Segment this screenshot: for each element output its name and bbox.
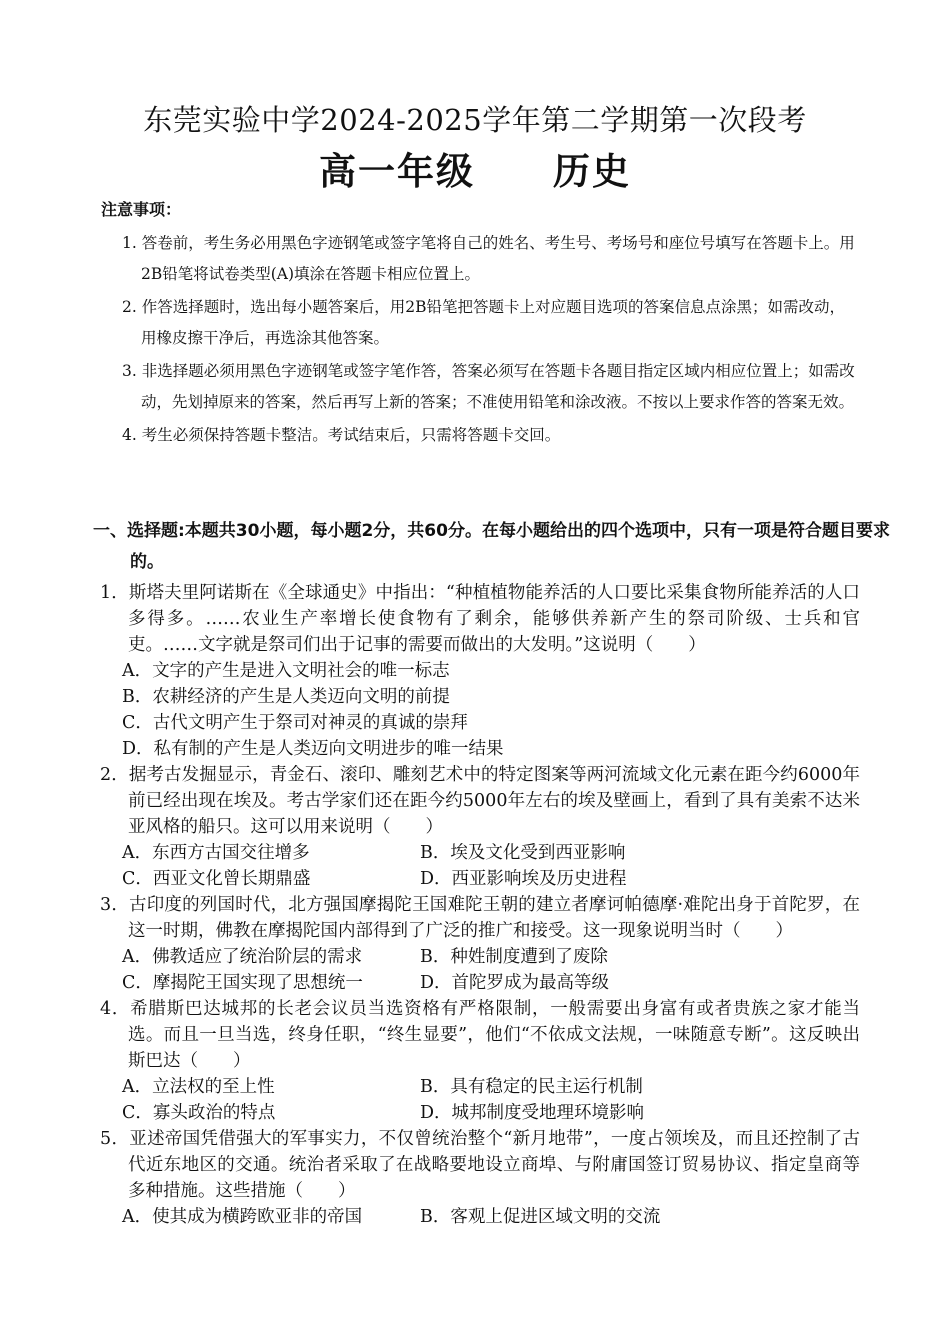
notice-item: 2. 作答选择题时，选出每小题答案后，用2B铅笔把答题卡上对应题目选项的答案信息点涂黑；如需改动，用橡皮擦干净后，再选涂其他答案。 (122, 298, 845, 347)
question-4 (100, 996, 860, 1126)
question-stem: 1．斯塔夫里阿诺斯在《全球通史》中指出：“种植植物能养活的人口要比采集食物所能养活的人口多得多。……农业生产率增长使食物有了剩余，能够供养新产生的祭司阶级、士兵和官吏。……文字就是祭司们出于记事的需要而做出的大发明。”这说明（ ） (100, 583, 860, 655)
option-list (100, 1204, 860, 1230)
option-b: B．种姓制度遭到了废除 (420, 947, 608, 967)
option-row (122, 840, 860, 866)
question-stem: 2．据考古发掘显示，青金石、滚印、雕刻艺术中的特定图案等两河流域文化元素在距今约6000年前已经出现在埃及。考古学家们还在距今约5000年左右的埃及壁画上，看到了具有美索不达米亚风格的船只。这可以用来说明（ ） (100, 765, 860, 837)
notice-item: 4. 考生必须保持答题卡整洁。考试结束后，只需将答题卡交回。 (122, 426, 561, 444)
notice-heading: 注意事项： (101, 200, 182, 219)
option-b: B．埃及文化受到西亚影响 (420, 843, 626, 863)
question-stem: 5．亚述帝国凭借强大的军事实力，不仅曾统治整个“新月地带”，一度占领埃及，而且还控制了古代近东地区的交通。统治者采取了在战略要地设立商埠、与附庸国签订贸易协议、指定皇商等多种措施。这些措施（ ） (100, 1129, 860, 1201)
option-row (122, 944, 860, 970)
option-d: D．城邦制度受地理环境影响 (420, 1103, 645, 1123)
option-row (122, 1204, 860, 1230)
option-b: B．客观上促进区域文明的交流 (420, 1207, 661, 1227)
notice-item: 1. 答卷前，考生务必用黑色字迹钢笔或签字笔将自己的姓名、考生号、考场号和座位号填写在答题卡上。用2B铅笔将试卷类型(A)填涂在答题卡相应位置上。 (122, 234, 855, 283)
section-heading: 一、选择题:本题共30小题，每小题2分，共60分。在每小题给出的四个选项中，只有一项是符合题目要求的。 (93, 521, 890, 572)
option-a: A．东西方古国交往增多 (122, 843, 310, 863)
option-row (122, 866, 860, 892)
option-a: A．使其成为横跨欧亚非的帝国 (122, 1207, 363, 1227)
option-a: A．立法权的至上性 (122, 1077, 275, 1097)
question-3 (100, 892, 860, 996)
option-c: C．西亚文化曾长期鼎盛 (122, 869, 311, 889)
option-b: B．具有稳定的民主运行机制 (420, 1077, 643, 1097)
option-list (100, 944, 860, 996)
option-row (122, 1074, 860, 1100)
option-list (100, 658, 860, 762)
option-d: D．私有制的产生是人类迈向文明进步的唯一结果 (122, 739, 504, 759)
notice-list (122, 228, 857, 451)
school-title: 东莞实验中学2024-2025学年第二学期第一次段考 (143, 103, 807, 137)
option-c: C．寡头政治的特点 (122, 1103, 276, 1123)
option-a: A．佛教适应了统治阶层的需求 (122, 947, 363, 967)
option-a: A．文字的产生是进入文明社会的唯一标志 (122, 661, 450, 681)
option-c: C．古代文明产生于祭司对神灵的真诚的崇拜 (122, 713, 468, 733)
option-b: B．农耕经济的产生是人类迈向文明的前提 (122, 687, 450, 707)
option-d: D．首陀罗成为最高等级 (420, 973, 610, 993)
question-2 (100, 762, 860, 892)
question-stem: 3．古印度的列国时代，北方强国摩揭陀王国难陀王朝的建立者摩诃帕德摩·难陀出身于首陀罗，在这一时期，佛教在摩揭陀国内部得到了广泛的推广和接受。这一现象说明当时（ ） (100, 895, 860, 941)
option-d: D．西亚影响埃及历史进程 (420, 869, 627, 889)
option-list (100, 1074, 860, 1126)
question-stem: 4．希腊斯巴达城邦的长老会议员当选资格有严格限制，一般需要出身富有或者贵族之家才能当选。而且一旦当选，终身任职，“终生显要”，他们“不依成文法规，一味随意专断”。这反映出斯巴达（ ） (100, 999, 860, 1071)
subject-title: 高一年级 历史 (319, 150, 631, 193)
question-1 (100, 580, 860, 762)
notice-item: 3. 非选择题必须用黑色字迹钢笔或签字笔作答，答案必须写在答题卡各题目指定区域内相应位置上；如需改动，先划掉原来的答案，然后再写上新的答案；不准使用铅笔和涂改液。不按以上要求作答的答案无效。 (122, 362, 855, 411)
option-c: C．摩揭陀王国实现了思想统一 (122, 973, 363, 993)
option-list (100, 840, 860, 892)
option-row (122, 1100, 860, 1126)
option-row (122, 970, 860, 996)
question-5 (100, 1126, 860, 1230)
question-list (100, 580, 860, 1230)
